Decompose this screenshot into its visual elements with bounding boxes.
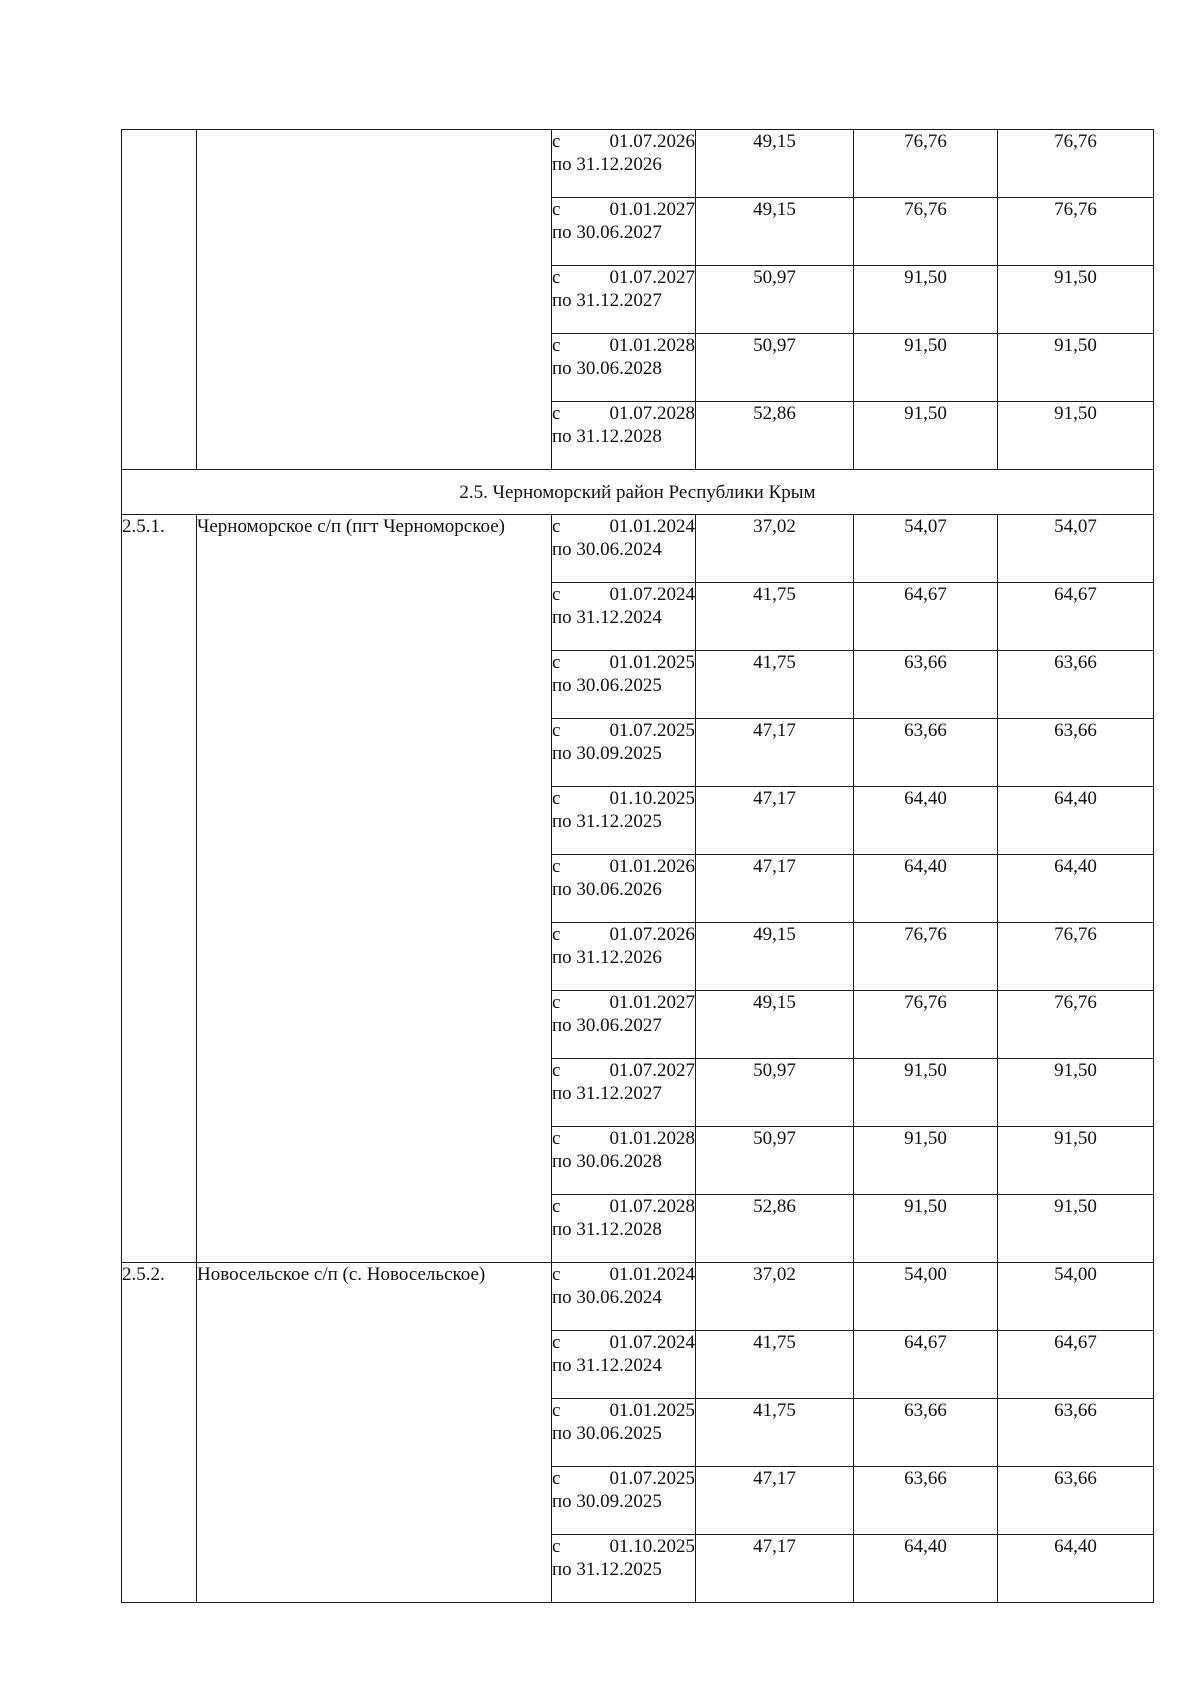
period-cell bbox=[552, 1059, 696, 1127]
period-from bbox=[552, 1535, 695, 1558]
period-to bbox=[552, 221, 695, 244]
tariff-value-1: 47,17 bbox=[696, 719, 854, 787]
period-cell bbox=[552, 923, 696, 991]
period-to-date: 31.12.2027 bbox=[576, 1083, 662, 1104]
period-cell bbox=[552, 719, 696, 787]
period-to bbox=[552, 1286, 695, 1309]
period-to-prefix: по bbox=[552, 743, 572, 764]
period-from bbox=[552, 130, 695, 153]
tariff-value-1: 37,02 bbox=[696, 1263, 854, 1331]
period-to-date: 30.06.2027 bbox=[576, 1015, 662, 1036]
entry-number: 2.5.2. bbox=[122, 1263, 197, 1603]
tariff-value-2: 76,76 bbox=[854, 198, 998, 266]
period-from-date: 01.10.2025 bbox=[609, 1536, 695, 1557]
period-from-prefix: с bbox=[552, 584, 561, 605]
period-from bbox=[552, 583, 695, 606]
tariff-value-3: 76,76 bbox=[998, 198, 1154, 266]
tariff-value-3: 63,66 bbox=[998, 719, 1154, 787]
period-from bbox=[552, 1331, 695, 1354]
tariff-value-3: 64,40 bbox=[998, 1535, 1154, 1603]
period-to-prefix: по bbox=[552, 811, 572, 832]
tariff-value-3: 91,50 bbox=[998, 1127, 1154, 1195]
period-from bbox=[552, 651, 695, 674]
period-to-prefix: по bbox=[552, 1083, 572, 1104]
period-to-date: 30.09.2025 bbox=[576, 743, 662, 764]
period-to-date: 30.06.2025 bbox=[576, 1423, 662, 1444]
period-from-prefix: с bbox=[552, 856, 561, 877]
tariff-value-1: 47,17 bbox=[696, 855, 854, 923]
period-from-prefix: с bbox=[552, 267, 561, 288]
period-to-prefix: по bbox=[552, 1015, 572, 1036]
tariff-value-3: 76,76 bbox=[998, 923, 1154, 991]
tariff-value-3: 91,50 bbox=[998, 402, 1154, 470]
tariff-value-2: 91,50 bbox=[854, 266, 998, 334]
entry-name: Черноморское с/п (пгт Черноморское) bbox=[197, 515, 552, 1263]
period-from bbox=[552, 1059, 695, 1082]
period-to-prefix: по bbox=[552, 539, 572, 560]
period-to-prefix: по bbox=[552, 675, 572, 696]
tariff-value-1: 49,15 bbox=[696, 923, 854, 991]
period-from-prefix: с bbox=[552, 652, 561, 673]
tariff-value-2: 64,67 bbox=[854, 583, 998, 651]
period-cell bbox=[552, 515, 696, 583]
tariff-table bbox=[121, 129, 1154, 1603]
period-to bbox=[552, 1354, 695, 1377]
period-from-date: 01.01.2027 bbox=[609, 992, 695, 1013]
period-to bbox=[552, 1150, 695, 1173]
period-cell bbox=[552, 787, 696, 855]
period-to bbox=[552, 946, 695, 969]
tariff-value-3: 63,66 bbox=[998, 1467, 1154, 1535]
tariff-value-3: 64,40 bbox=[998, 855, 1154, 923]
period-from-date: 01.07.2026 bbox=[609, 924, 695, 945]
period-to-date: 31.12.2027 bbox=[576, 290, 662, 311]
tariff-value-1: 47,17 bbox=[696, 787, 854, 855]
period-from-date: 01.01.2024 bbox=[609, 516, 695, 537]
period-from-prefix: с bbox=[552, 1196, 561, 1217]
entry-name: Новосельское с/п (с. Новосельское) bbox=[197, 1263, 552, 1603]
period-to bbox=[552, 1014, 695, 1037]
period-from-prefix: с bbox=[552, 720, 561, 741]
period-to-prefix: по bbox=[552, 1355, 572, 1376]
tariff-value-2: 91,50 bbox=[854, 1127, 998, 1195]
period-to-date: 30.09.2025 bbox=[576, 1491, 662, 1512]
period-cell bbox=[552, 1535, 696, 1603]
period-to-prefix: по bbox=[552, 1151, 572, 1172]
period-to-prefix: по bbox=[552, 1423, 572, 1444]
tariff-value-2: 54,07 bbox=[854, 515, 998, 583]
period-from bbox=[552, 1195, 695, 1218]
tariff-value-3: 76,76 bbox=[998, 130, 1154, 198]
period-from bbox=[552, 923, 695, 946]
period-to bbox=[552, 289, 695, 312]
entry-number-cell bbox=[122, 130, 197, 470]
tariff-value-3: 54,07 bbox=[998, 515, 1154, 583]
tariff-value-1: 41,75 bbox=[696, 1331, 854, 1399]
period-to-date: 31.12.2025 bbox=[576, 1559, 662, 1580]
period-from-prefix: с bbox=[552, 788, 561, 809]
tariff-value-3: 64,67 bbox=[998, 583, 1154, 651]
period-to-date: 31.12.2026 bbox=[576, 154, 662, 175]
period-to-prefix: по bbox=[552, 879, 572, 900]
period-from-prefix: с bbox=[552, 1400, 561, 1421]
period-from-prefix: с bbox=[552, 1264, 561, 1285]
period-from bbox=[552, 198, 695, 221]
tariff-value-2: 76,76 bbox=[854, 130, 998, 198]
period-cell bbox=[552, 1263, 696, 1331]
period-to bbox=[552, 153, 695, 176]
tariff-value-2: 63,66 bbox=[854, 1399, 998, 1467]
tariff-value-1: 50,97 bbox=[696, 1059, 854, 1127]
period-cell bbox=[552, 1467, 696, 1535]
period-cell bbox=[552, 855, 696, 923]
tariff-value-1: 50,97 bbox=[696, 334, 854, 402]
period-cell bbox=[552, 1127, 696, 1195]
table-row bbox=[122, 1263, 1154, 1331]
tariff-value-1: 52,86 bbox=[696, 1195, 854, 1263]
period-from-prefix: с bbox=[552, 1536, 561, 1557]
period-to-prefix: по bbox=[552, 1491, 572, 1512]
section-header-row bbox=[122, 470, 1154, 515]
tariff-value-2: 63,66 bbox=[854, 1467, 998, 1535]
period-to-prefix: по bbox=[552, 222, 572, 243]
period-to bbox=[552, 1218, 695, 1241]
period-to bbox=[552, 1082, 695, 1105]
period-cell bbox=[552, 334, 696, 402]
period-to-date: 30.06.2024 bbox=[576, 1287, 662, 1308]
period-to-date: 30.06.2027 bbox=[576, 222, 662, 243]
period-to-prefix: по bbox=[552, 1219, 572, 1240]
period-from bbox=[552, 1399, 695, 1422]
tariff-value-2: 64,40 bbox=[854, 787, 998, 855]
period-from bbox=[552, 402, 695, 425]
tariff-value-1: 41,75 bbox=[696, 651, 854, 719]
tariff-value-3: 54,00 bbox=[998, 1263, 1154, 1331]
tariff-value-1: 37,02 bbox=[696, 515, 854, 583]
period-to bbox=[552, 1422, 695, 1445]
period-from-date: 01.07.2028 bbox=[609, 403, 695, 424]
period-from-prefix: с bbox=[552, 1332, 561, 1353]
period-from-prefix: с bbox=[552, 1060, 561, 1081]
period-to bbox=[552, 674, 695, 697]
period-from-prefix: с bbox=[552, 516, 561, 537]
period-to-date: 31.12.2028 bbox=[576, 1219, 662, 1240]
period-to bbox=[552, 810, 695, 833]
period-from-date: 01.01.2028 bbox=[609, 1128, 695, 1149]
tariff-value-3: 91,50 bbox=[998, 334, 1154, 402]
period-cell bbox=[552, 198, 696, 266]
tariff-value-3: 91,50 bbox=[998, 266, 1154, 334]
tariff-value-2: 63,66 bbox=[854, 719, 998, 787]
tariff-value-2: 64,40 bbox=[854, 1535, 998, 1603]
table-row bbox=[122, 130, 1154, 198]
tariff-value-3: 91,50 bbox=[998, 1195, 1154, 1263]
period-cell bbox=[552, 130, 696, 198]
period-from bbox=[552, 787, 695, 810]
period-from bbox=[552, 1127, 695, 1150]
period-from-date: 01.01.2024 bbox=[609, 1264, 695, 1285]
period-from-date: 01.07.2027 bbox=[609, 267, 695, 288]
period-cell bbox=[552, 651, 696, 719]
period-from-date: 01.07.2026 bbox=[609, 131, 695, 152]
period-to-prefix: по bbox=[552, 358, 572, 379]
period-from-date: 01.01.2027 bbox=[609, 199, 695, 220]
tariff-value-2: 91,50 bbox=[854, 1195, 998, 1263]
period-to-date: 30.06.2026 bbox=[576, 879, 662, 900]
period-from bbox=[552, 855, 695, 878]
period-to-date: 30.06.2028 bbox=[576, 358, 662, 379]
tariff-value-3: 64,40 bbox=[998, 787, 1154, 855]
entry-name-cell bbox=[197, 130, 552, 470]
tariff-value-1: 49,15 bbox=[696, 198, 854, 266]
period-from-date: 01.01.2025 bbox=[609, 1400, 695, 1421]
period-from-prefix: с bbox=[552, 131, 561, 152]
period-cell bbox=[552, 1399, 696, 1467]
tariff-value-3: 76,76 bbox=[998, 991, 1154, 1059]
period-to-prefix: по bbox=[552, 154, 572, 175]
period-to-prefix: по bbox=[552, 290, 572, 311]
period-from-date: 01.07.2025 bbox=[609, 1468, 695, 1489]
period-to-prefix: по bbox=[552, 947, 572, 968]
period-from bbox=[552, 1263, 695, 1286]
period-to bbox=[552, 357, 695, 380]
period-cell bbox=[552, 583, 696, 651]
period-to-date: 31.12.2024 bbox=[576, 607, 662, 628]
period-from-prefix: с bbox=[552, 199, 561, 220]
period-cell bbox=[552, 266, 696, 334]
tariff-value-2: 76,76 bbox=[854, 991, 998, 1059]
period-cell bbox=[552, 991, 696, 1059]
period-to bbox=[552, 1490, 695, 1513]
period-to-date: 31.12.2028 bbox=[576, 426, 662, 447]
period-to-prefix: по bbox=[552, 607, 572, 628]
period-from bbox=[552, 719, 695, 742]
period-from bbox=[552, 1467, 695, 1490]
period-to bbox=[552, 425, 695, 448]
period-from-date: 01.07.2024 bbox=[609, 584, 695, 605]
tariff-value-3: 64,67 bbox=[998, 1331, 1154, 1399]
period-to bbox=[552, 878, 695, 901]
entry-number: 2.5.1. bbox=[122, 515, 197, 1263]
tariff-value-1: 50,97 bbox=[696, 1127, 854, 1195]
tariff-value-2: 91,50 bbox=[854, 402, 998, 470]
period-from-prefix: с bbox=[552, 403, 561, 424]
period-cell bbox=[552, 1195, 696, 1263]
period-to bbox=[552, 538, 695, 561]
table-row bbox=[122, 515, 1154, 583]
period-from-prefix: с bbox=[552, 1468, 561, 1489]
tariff-value-1: 41,75 bbox=[696, 583, 854, 651]
tariff-value-1: 50,97 bbox=[696, 266, 854, 334]
period-to bbox=[552, 1558, 695, 1581]
period-from-prefix: с bbox=[552, 1128, 561, 1149]
tariff-value-3: 63,66 bbox=[998, 651, 1154, 719]
period-to-prefix: по bbox=[552, 1287, 572, 1308]
tariff-value-1: 47,17 bbox=[696, 1467, 854, 1535]
period-to-date: 31.12.2026 bbox=[576, 947, 662, 968]
period-to bbox=[552, 742, 695, 765]
period-from-date: 01.10.2025 bbox=[609, 788, 695, 809]
tariff-value-2: 64,67 bbox=[854, 1331, 998, 1399]
period-from-date: 01.07.2024 bbox=[609, 1332, 695, 1353]
section-title: 2.5. Черноморский район Республики Крым bbox=[122, 470, 1154, 515]
tariff-table-body bbox=[122, 130, 1154, 1603]
period-cell bbox=[552, 1331, 696, 1399]
period-from bbox=[552, 515, 695, 538]
period-from-date: 01.07.2025 bbox=[609, 720, 695, 741]
period-to-date: 30.06.2025 bbox=[576, 675, 662, 696]
period-from-date: 01.07.2028 bbox=[609, 1196, 695, 1217]
tariff-value-2: 63,66 bbox=[854, 651, 998, 719]
period-from-prefix: с bbox=[552, 992, 561, 1013]
tariff-value-1: 49,15 bbox=[696, 991, 854, 1059]
period-from-date: 01.01.2028 bbox=[609, 335, 695, 356]
period-to-date: 30.06.2028 bbox=[576, 1151, 662, 1172]
period-from-prefix: с bbox=[552, 335, 561, 356]
tariff-value-1: 41,75 bbox=[696, 1399, 854, 1467]
period-to-date: 31.12.2024 bbox=[576, 1355, 662, 1376]
period-from bbox=[552, 266, 695, 289]
tariff-value-2: 76,76 bbox=[854, 923, 998, 991]
period-from-date: 01.07.2027 bbox=[609, 1060, 695, 1081]
tariff-value-2: 64,40 bbox=[854, 855, 998, 923]
period-from bbox=[552, 334, 695, 357]
tariff-value-2: 54,00 bbox=[854, 1263, 998, 1331]
period-from bbox=[552, 991, 695, 1014]
period-from-date: 01.01.2026 bbox=[609, 856, 695, 877]
period-to-date: 31.12.2025 bbox=[576, 811, 662, 832]
period-to bbox=[552, 606, 695, 629]
period-cell bbox=[552, 402, 696, 470]
period-to-prefix: по bbox=[552, 426, 572, 447]
tariff-value-1: 49,15 bbox=[696, 130, 854, 198]
tariff-value-1: 47,17 bbox=[696, 1535, 854, 1603]
period-from-date: 01.01.2025 bbox=[609, 652, 695, 673]
tariff-value-2: 91,50 bbox=[854, 1059, 998, 1127]
tariff-value-3: 91,50 bbox=[998, 1059, 1154, 1127]
period-to-date: 30.06.2024 bbox=[576, 539, 662, 560]
period-to-prefix: по bbox=[552, 1559, 572, 1580]
tariff-value-3: 63,66 bbox=[998, 1399, 1154, 1467]
period-from-prefix: с bbox=[552, 924, 561, 945]
tariff-value-1: 52,86 bbox=[696, 402, 854, 470]
tariff-value-2: 91,50 bbox=[854, 334, 998, 402]
